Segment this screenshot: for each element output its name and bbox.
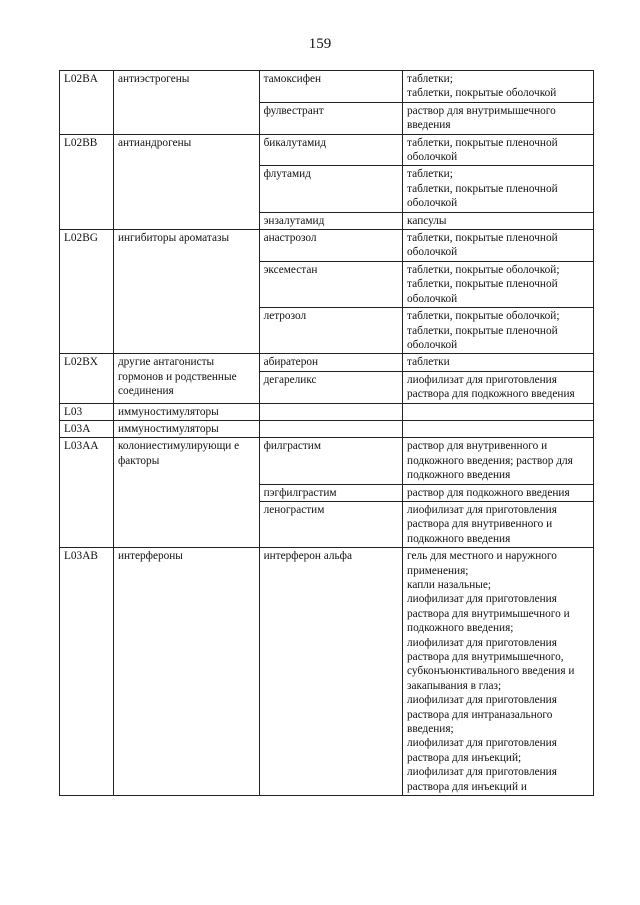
atc-code-cell: L02BG: [60, 230, 114, 354]
drug-name-cell: флутамид: [259, 166, 402, 212]
drug-name-cell: тамоксифен: [259, 71, 402, 103]
dosage-form-text: таблетки, покрытые пленочной оболочкой: [407, 182, 558, 210]
atc-code-cell: L02BA: [60, 71, 114, 135]
dosage-form-text: таблетки, покрытые оболочкой;: [407, 310, 560, 323]
dosage-form-text: раствор для подкожного введения: [407, 486, 570, 499]
dosage-form-text: капсулы: [407, 214, 447, 227]
drug-name-cell: летрозол: [259, 308, 402, 354]
dosage-form-text: [407, 405, 589, 419]
group-name-cell: антиандрогены: [113, 134, 259, 229]
table-row: [60, 420, 594, 437]
drug-name-cell: [259, 403, 402, 420]
drug-name-cell: фулвестрант: [259, 102, 402, 134]
dosage-form-text: раствор для внутримышечного введения: [407, 104, 556, 132]
dosage-form-text: [407, 422, 589, 436]
drug-name-cell: бикалутамид: [259, 134, 402, 166]
group-name-cell: антиэстрогены: [113, 71, 259, 135]
page-number: 159: [308, 36, 332, 52]
dosage-form-text: таблетки, покрытые оболочкой: [407, 87, 557, 100]
drug-name-cell: филграстим: [259, 438, 402, 484]
dosage-form-text: таблетки;: [407, 73, 453, 85]
dosage-form-cell: [403, 166, 594, 212]
table-row: [60, 403, 594, 420]
drug-name-cell: эксеместан: [259, 261, 402, 307]
dosage-form-cell: [403, 484, 594, 501]
group-name-cell: интерфероны: [113, 548, 259, 796]
table-row: [60, 548, 594, 796]
dosage-form-cell: [403, 420, 594, 437]
dosage-form-cell: [403, 308, 594, 354]
drug-name-cell: ленограстим: [259, 501, 402, 547]
dosage-form-cell: [403, 371, 594, 403]
atc-code-cell: L02BB: [60, 134, 114, 229]
dosage-form-text: таблетки;: [407, 168, 453, 181]
atc-code-cell: L03A: [60, 420, 114, 437]
group-name-cell: иммуностимуляторы: [113, 420, 259, 437]
group-name-cell: ингибиторы ароматазы: [113, 230, 259, 354]
dosage-form-cell: [403, 261, 594, 307]
dosage-form-cell: [403, 212, 594, 229]
dosage-form-text: таблетки, покрытые пленочной оболочкой: [407, 136, 558, 164]
atc-code-cell: L03AA: [60, 438, 114, 548]
atc-code-cell: L03: [60, 403, 114, 420]
drug-name-cell: анастрозол: [259, 230, 402, 262]
dosage-form-text: таблетки, покрытые пленочной оболочкой: [407, 278, 558, 305]
dosage-form-cell: [403, 403, 594, 420]
dosage-form-cell: [403, 354, 594, 371]
drug-name-cell: [259, 420, 402, 437]
dosage-form-cell: [403, 102, 594, 134]
atc-code-cell: L03AB: [60, 548, 114, 796]
drug-name-cell: интерферон альфа: [259, 548, 402, 796]
atc-code-cell: L02BX: [60, 354, 114, 403]
dosage-form-cell: [403, 71, 594, 103]
dosage-form-text: лиофилизат для приготовления раствора для инъекций;: [407, 737, 557, 764]
drug-name-cell: дегареликс: [259, 371, 402, 403]
dosage-form-text: лиофилизат для приготовления раствора для инъекций и: [407, 766, 557, 793]
dosage-form-text: лиофилизат для приготовления раствора для внутримышечного, субконъюнктивального введения и закапывания в глаз;: [407, 636, 575, 692]
table-row: [60, 134, 594, 166]
dosage-form-text: капли назальные;: [407, 579, 491, 591]
dosage-form-text: лиофилизат для приготовления раствора для подкожного введения: [407, 373, 575, 401]
dosage-form-text: таблетки, покрытые пленочной оболочкой: [407, 232, 558, 259]
dosage-form-text: таблетки, покрытые оболочкой;: [407, 263, 560, 276]
drug-classification-table: [59, 70, 594, 796]
drug-name-cell: энзалутамид: [259, 212, 402, 229]
table-row: [60, 71, 594, 103]
table-row: [60, 354, 594, 371]
table-row: [60, 230, 594, 262]
dosage-form-cell: [403, 134, 594, 166]
dosage-form-text: таблетки: [407, 356, 450, 369]
dosage-form-cell: [403, 438, 594, 484]
table-row: [60, 438, 594, 484]
drug-name-cell: абиратерон: [259, 354, 402, 371]
dosage-form-cell: [403, 230, 594, 262]
group-name-cell: другие антагонисты гормонов и родственные соединения: [113, 354, 259, 403]
table-body: [60, 71, 594, 796]
dosage-form-text: лиофилизат для приготовления раствора для внутримышечного и подкожного введения;: [407, 593, 570, 635]
group-name-cell: иммуностимуляторы: [113, 403, 259, 420]
dosage-form-text: лиофилизат для приготовления раствора для интраназального введения;: [407, 694, 557, 736]
dosage-form-text: гель для местного и наружного применения;: [407, 550, 557, 577]
dosage-form-cell: [403, 548, 594, 796]
dosage-form-text: таблетки, покрытые пленочной оболочкой: [407, 324, 558, 351]
group-name-cell: колониестимулирующи е факторы: [113, 438, 259, 548]
drug-name-cell: пэгфилграстим: [259, 484, 402, 501]
dosage-form-text: лиофилизат для приготовления раствора для внутривенного и подкожного введения: [407, 503, 557, 545]
dosage-form-text: раствор для внутривенного и подкожного введения; раствор для подкожного введения: [407, 440, 573, 482]
dosage-form-cell: [403, 501, 594, 547]
